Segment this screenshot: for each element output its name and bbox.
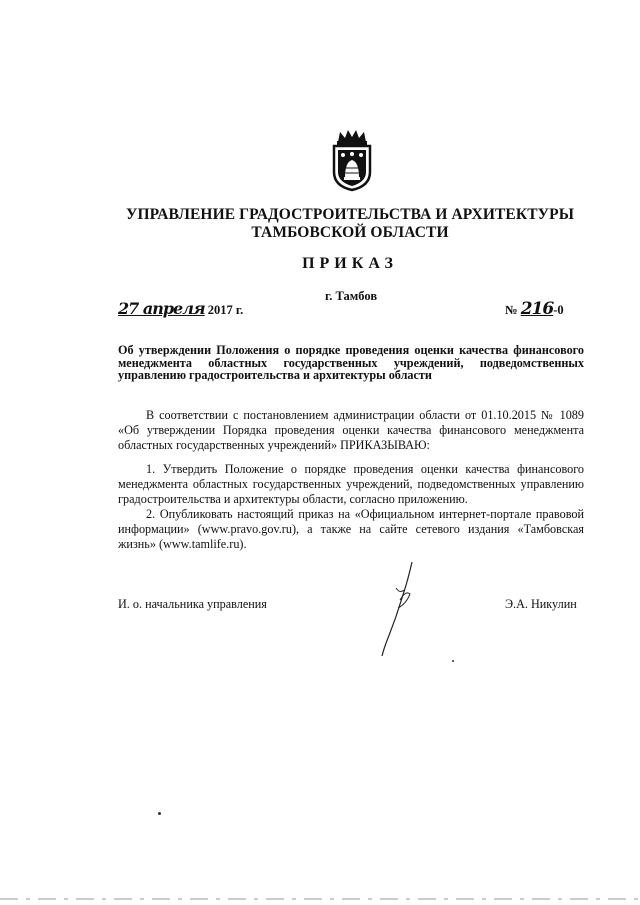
- order-subject: Об утверждении Положения о порядке проведения оценки качества финансового менеджмента областных государственных учреждений, подведомственных управлению градостроительства и архитектуры области: [118, 343, 584, 382]
- scan-speck: [158, 812, 161, 815]
- item-1-paragraph: [118, 462, 584, 507]
- number-sign: №: [505, 303, 518, 317]
- signer-name: Э.А. Никулин: [505, 597, 577, 611]
- document-type-title: ПРИКАЗ: [302, 255, 398, 272]
- date-year: 2017 г.: [207, 303, 244, 317]
- document-number: [505, 299, 564, 319]
- city-label: г. Тамбов: [325, 289, 378, 303]
- preamble-paragraph: [118, 408, 584, 453]
- handwritten-number: 216: [520, 299, 554, 319]
- item-1-text: 1. Утвердить Положение о порядке проведения оценки качества финансового менеджмента областных государственных учреждений, подведомственных управлению градостроительства и архитектуры области, согласно приложению.: [118, 462, 584, 506]
- item-2-text: 2. Опубликовать настоящий приказ на «Официальном интернет-портале правовой информации» (www.pravo.gov.ru), а также на сайте сетевого издания «Тамбовская жизнь» (www.tamlife.ru).: [118, 507, 584, 551]
- document-date: [118, 299, 243, 318]
- tambov-coat-of-arms-icon: [328, 128, 376, 192]
- scan-bottom-edge: [0, 896, 640, 902]
- organization-name-line2: ТАМБОВСКОЙ ОБЛАСТИ: [251, 224, 449, 241]
- preamble-text: В соответствии с постановлением администрации области от 01.10.2015 № 1089 «Об утверждении Порядка проведения оценки качества финансового менеджмента областных государственных учреждений» ПРИКАЗЫВАЮ:: [118, 408, 584, 452]
- number-suffix: -0: [553, 303, 564, 317]
- handwritten-date: 27 апреля: [118, 299, 205, 318]
- handwritten-signature: [370, 560, 440, 660]
- scan-speck: [452, 660, 454, 662]
- signer-position: И. о. начальника управления: [118, 597, 267, 611]
- item-2-paragraph: [118, 507, 584, 552]
- organization-name-line1: УПРАВЛЕНИЕ ГРАДОСТРОИТЕЛЬСТВА И АРХИТЕКТУРЫ: [125, 206, 575, 223]
